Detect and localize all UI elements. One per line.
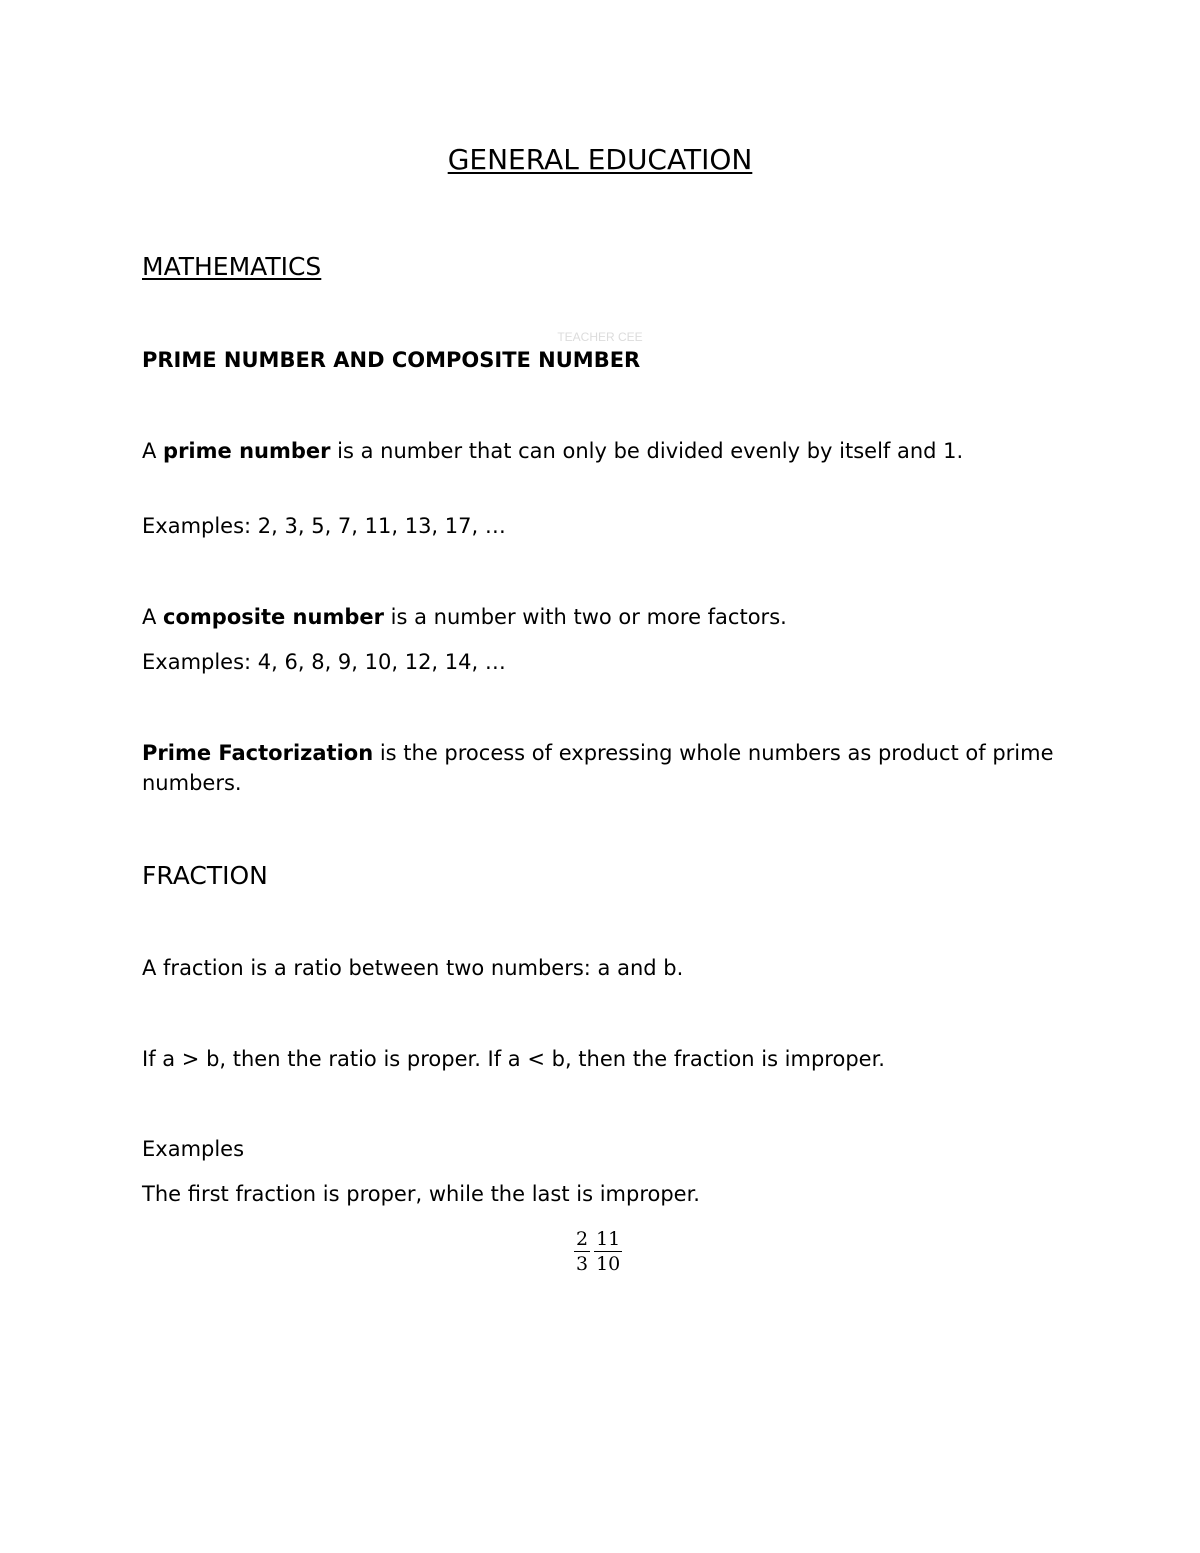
prime-number-definition — [142, 436, 1072, 466]
prime-definition-text: is a number that can only be divided evenly by itself and 1. — [330, 439, 964, 463]
prime-examples: Examples: 2, 3, 5, 7, 11, 13, 17, … — [142, 514, 506, 538]
fraction-numerator: 2 — [576, 1228, 589, 1250]
subject-heading — [142, 250, 321, 284]
composite-examples: Examples: 4, 6, 8, 9, 10, 12, 14, … — [142, 650, 506, 674]
prime-term: prime number — [163, 439, 331, 463]
prime-factorization-definition — [142, 738, 1072, 798]
fraction-rule: If a > b, then the ratio is proper. If a < b, then the fraction is improper. — [142, 1047, 885, 1071]
document-title-text: GENERAL EDUCATION — [447, 143, 753, 176]
fraction-denominator: 10 — [596, 1253, 621, 1275]
document-title — [0, 140, 1200, 180]
composite-number-definition — [142, 602, 1072, 632]
fraction-proper — [574, 1227, 590, 1276]
watermark: TEACHER CEE — [557, 330, 643, 344]
fraction-definition: A fraction is a ratio between two numbers: a and b. — [142, 956, 684, 980]
fraction-heading: FRACTION — [142, 861, 268, 890]
fraction-examples — [574, 1227, 622, 1276]
factorization-definition-text: is the process of expressing whole numbers as product of prime numbers. — [142, 741, 1054, 795]
fraction-examples-label: Examples — [142, 1137, 245, 1161]
fraction-denominator: 3 — [576, 1253, 589, 1275]
factorization-term: Prime Factorization — [142, 741, 374, 765]
fraction-examples-text: The first fraction is proper, while the last is improper. — [142, 1182, 700, 1206]
composite-term: composite number — [163, 605, 384, 629]
composite-definition-text: is a number with two or more factors. — [383, 605, 787, 629]
composite-lead: A — [142, 605, 164, 629]
prime-lead: A — [142, 439, 164, 463]
prime-composite-heading: PRIME NUMBER AND COMPOSITE NUMBER — [142, 348, 641, 372]
fraction-numerator: 11 — [596, 1228, 621, 1250]
fraction-improper — [594, 1227, 622, 1276]
subject-heading-text: MATHEMATICS — [142, 252, 322, 281]
